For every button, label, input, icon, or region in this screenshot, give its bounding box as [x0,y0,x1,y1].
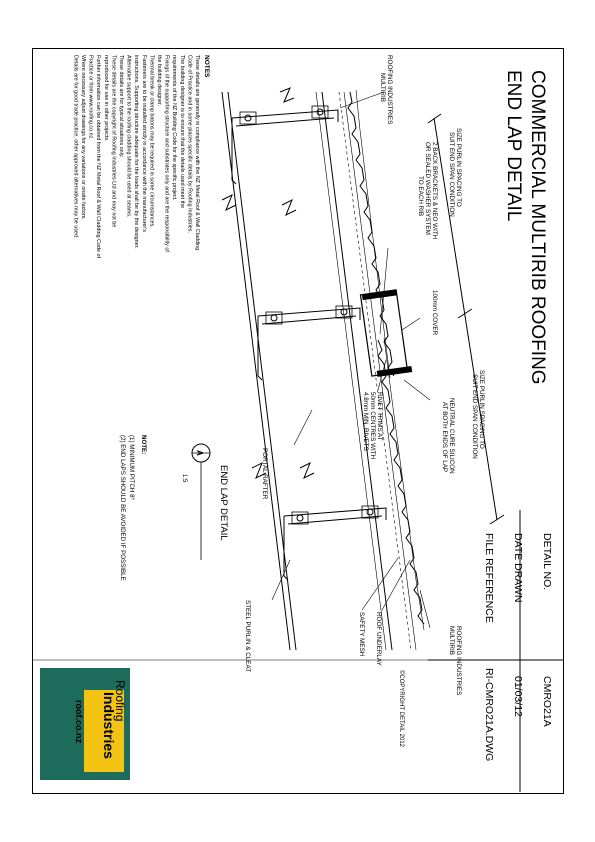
main-title [503,70,548,385]
portal-rafter-top2 [228,92,296,650]
dimension-tick [490,515,504,524]
notes-line: Fasteners are to be installed strictly in accordance with the manufacturer's [140,55,147,232]
detail-note-2: (2) END LAPS SHOULD BE AVOIDED IF POSSIBLE [119,435,126,581]
label-roof-underlay: ROOF UNDERLAY [375,612,382,666]
label-multirib-bottom-1: ROOFING INDUSTRIES [455,626,462,696]
notes-line: These details are the copyright of Roofing Industries Ltd and may not be [110,55,117,228]
silicon-bead-bottom [377,367,411,377]
portal-rafter-bottom2 [316,92,386,650]
notes-line: Further information can be obtained from the NZ Metal Roof & Wall Cladding Code of [95,55,102,258]
detail-callout [181,450,229,541]
notes-line: Practice or from www.roofing.co.nz. [87,55,94,140]
logo-url: roof.co.nz [74,700,84,743]
purlin-1 [232,106,338,184]
detail-no-label: DETAIL NO. [541,533,553,591]
label-cover: 100mm COVER [431,290,438,336]
label-backs-1: 2 BACK BRACKETS & NEO WITH [431,142,438,240]
label-rivet-2: 50mm CENTRES WITH [369,392,376,460]
break-line [300,463,314,478]
callout-letter: A [195,450,204,456]
label-neutral-2: AT BOTH ENDS OF LAP [441,402,448,473]
detail-notes-heading: NOTE: [140,435,147,455]
label-portal-rafter: PORTAL RAFTER [261,448,268,500]
logo-word-2: Industries [101,692,117,759]
notes-line: the building designer. [156,55,162,106]
roof-sheet-upper-line [356,90,390,378]
label-multirib-top-2: MULTIRIB [379,73,386,102]
leader-portal [294,410,312,445]
label-multirib-top-1: ROOFING INDUSTRIES [386,55,393,125]
callout-scale: 1:5 [181,474,187,483]
title-line-1: COMMERCIAL MULTIRIB ROOFING [527,70,548,385]
break-line [282,200,296,215]
file-ref-value: RI-CMRO21A.DWG [483,668,495,762]
title-block [398,533,553,761]
roof-sheet-lower-line [384,338,424,630]
label-neutral-1: NEUTRAL CURE SILICON [448,398,455,474]
leader-underlay [382,560,410,610]
label-rivet-3: 4.8mm MIN. RIVETS [362,392,369,451]
label-purlin-spacing-right-2: SUIT END SPAN CONDITION [471,374,478,459]
leader-neutral [404,380,430,400]
label-purlin-spacing-left-2: SUIT END SPAN CONDITION [448,132,455,217]
label-multirib-bottom-2: MULTIRIB [448,626,455,655]
detail-notes [119,435,147,581]
notes-line: instructions. Supporting structure adequate for the loads shall be by the designer. [133,55,140,249]
date-drawn-label: DATE DRAWN [512,533,524,603]
break-line [222,195,236,210]
label-safety-mesh: SAFETY MESH [358,612,365,657]
logo-word-1: Roofing [113,680,127,722]
notes-line: Fixings of the supporting structure and substrates only and are the responsibility of [163,55,170,252]
leader-multirib-top [340,92,384,108]
notes-line: Where necessary adjust drawings for any variations or onsite factors. [80,55,86,220]
notes-line: The building designer is to ensure that the details used meet the [178,55,185,209]
roof-sheet-lower [378,340,424,624]
label-steel-purlin: STEEL PURLIN & CLEAT [244,600,251,673]
notes-line: Alternative support to the roofing cladding should be used at seams. [125,55,132,218]
label-purlin-spacing-left-1: SIZE PURLIN SPACING TO [455,128,462,207]
purlin-2 [258,306,360,380]
label-rivet-1: RIVET TRIMS AT [376,392,383,441]
notes-heading: NOTES [203,55,210,78]
purlin-3 [284,506,386,580]
detail-note-1: (1) MINIMUM PITCH 8° [128,435,135,501]
roofing-industries-logo [40,668,130,780]
file-ref-label: FILE REFERENCE [483,533,495,623]
roof-sheet-upper [348,92,394,376]
leader-cover [402,318,420,330]
notes-line: Thermal break or clamp batons may be required in some circumstances. [148,55,155,228]
label-backs-3: TO EACH RIB [417,176,424,217]
labels [244,55,485,695]
label-backs-2: OR SEALED WASHER SYSTEM [424,142,431,235]
break-line [280,88,294,102]
detail-no-value: CMRO21A [541,676,553,727]
notes-line: These details are generally in compliance with the NZ Metal Roof & Wall Cladding [194,55,200,251]
copyright: ©COPYRIGHT DETAIL 2012 [398,670,404,748]
notes-line: requirements of the NZ Building Code for the specific project. [171,55,178,201]
date-drawn-value: 01/03/12 [512,676,524,717]
notes-line: Code of Practice and in some places specific details by Roofing Industries. [186,55,193,233]
title-line-2: END LAP DETAIL [503,70,524,222]
notes-line: reproduced for use in other projects. [102,55,109,142]
callout-name: END LAP DETAIL [218,465,229,541]
notes-block [72,55,210,258]
notes-line: Details are for good trade practice, other approved alternatives may be used. [72,55,79,239]
label-purlin-spacing-right-1: SIZE PURLIN SPACING TO [478,370,485,449]
notes-line: These details are for typical situations only. [118,55,124,158]
